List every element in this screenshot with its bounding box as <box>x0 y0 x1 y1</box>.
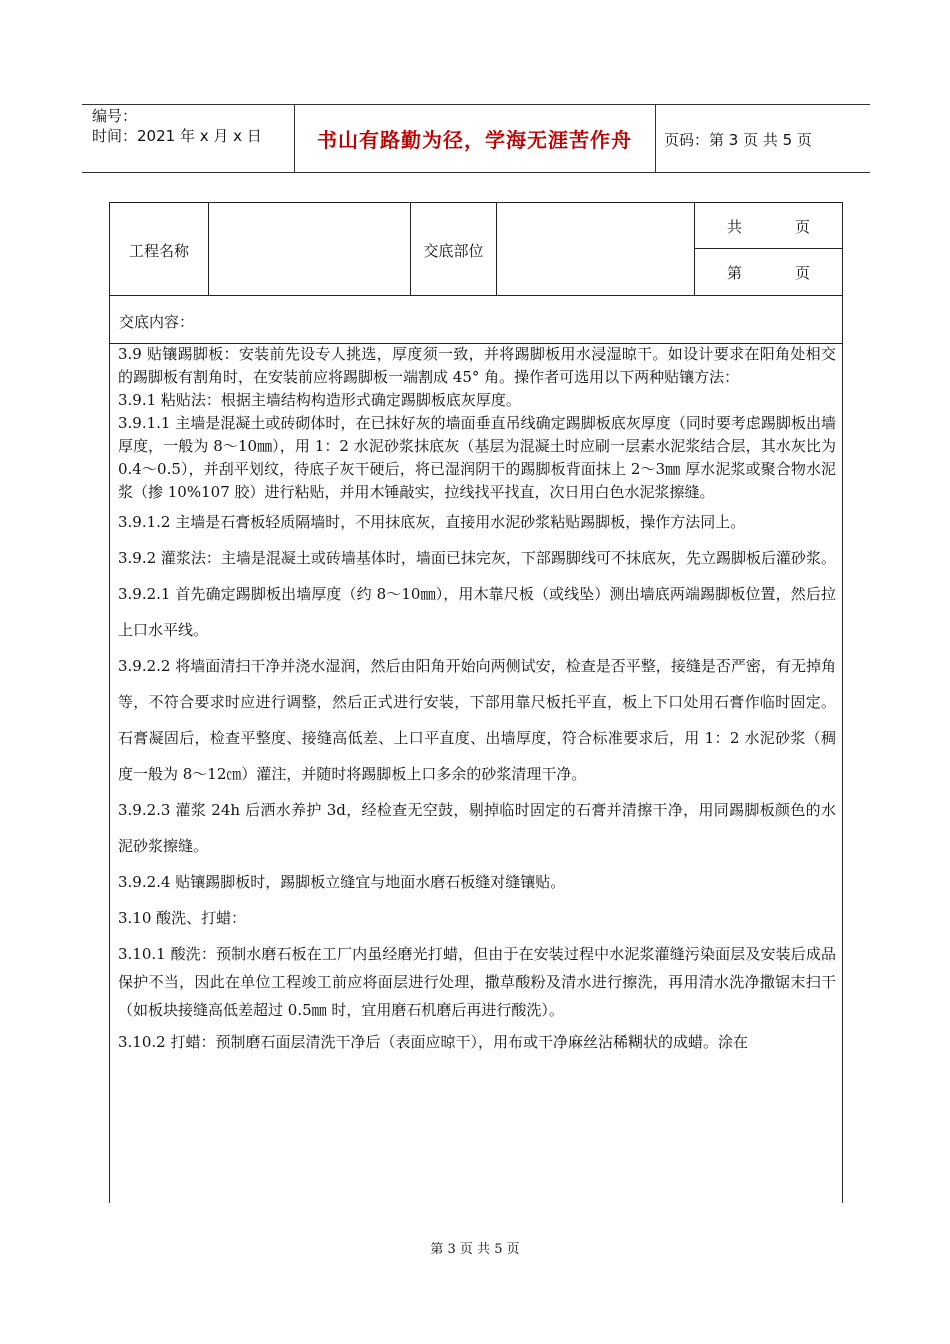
header-top-rule <box>82 104 870 105</box>
document-time: 时间：2021 年 x 月 x 日 <box>92 127 262 145</box>
page-count-cell <box>695 203 842 295</box>
paragraph: 3.9.1.2 主墙是石膏板轻质隔墙时，不用抹底灰，直接用水泥砂浆粘贴踢脚板，操作方法同上。 <box>118 513 746 531</box>
location-label: 交底部位 <box>423 242 484 260</box>
project-name-label: 工程名称 <box>128 242 189 260</box>
location-value-cell[interactable] <box>497 203 695 295</box>
paragraph: 3.9.1 粘贴法：根据主墙结构构造形式确定踢脚板底灰厚度。 <box>118 391 521 409</box>
project-name-value-cell[interactable] <box>209 203 411 295</box>
current-page-unit: 页 <box>795 264 811 282</box>
content-title: 交底内容： <box>119 313 195 331</box>
header-bottom-rule <box>82 172 870 173</box>
total-pages-unit: 页 <box>795 218 811 236</box>
current-page-label: 第 <box>727 264 743 282</box>
paragraph: 3.9 贴镶踢脚板：安装前先设专人挑选，厚度须一致，并将踢脚板用水浸湿晾干。如设计要求在阳角处相交的踢脚板有割角时，在安装前应将踢脚板一端割成 45° 角。操作者可选用以下两种贴镶方法： <box>118 345 836 386</box>
disclosure-table <box>109 202 843 1203</box>
header-meta <box>92 106 262 146</box>
paragraph: 3.10.1 酸洗：预制水磨石板在工厂内虽经磨光打蜡，但由于在安装过程中水泥浆灌缝污染面层及安装后成品保护不当，因此在单位工程竣工前应将面层进行处理，撒草酸粉及清水进行擦洗，再用清水洗净撒锯末扫干（如板块接缝高低差超过 0.5㎜ 时，宜用磨石机磨后再进行酸洗）。 <box>118 945 836 1019</box>
total-pages <box>695 203 842 249</box>
paragraph: 3.9.2.3 灌浆 24h 后洒水养护 3d，经检查无空鼓，剔掉临时固定的石膏并清擦干净，用同踢脚板颜色的水泥砂浆擦缝。 <box>118 801 836 855</box>
paragraph: 3.9.2.1 首先确定踢脚板出墙厚度（约 8～10㎜），用木靠尺板（或线坠）测出墙底两端踢脚板位置，然后拉上口水平线。 <box>118 585 836 639</box>
project-name-label-cell <box>110 203 209 295</box>
total-pages-label: 共 <box>727 218 743 236</box>
header-divider-right <box>655 104 656 172</box>
paragraph: 3.9.1.1 主墙是混凝土或砖砌体时，在已抹好灰的墙面垂直吊线确定踢脚板底灰厚度（同时要考虑踢脚板出墙厚度，一般为 8～10㎜），用 1：2 水泥砂浆抹底灰（基层为混凝土时应刷一层素水泥浆结合层，其水灰比为 0.4～0.5），并刮平划纹，待底子灰干硬后，将已湿润阴干的踢脚板背面抹上 2～3㎜ 厚水泥浆或聚合物水泥浆（掺 10%107 胶）进行粘贴，并用木锤敲实，拉线找平找直，次日用白色水泥浆擦缝。 <box>118 414 836 501</box>
paragraph: 3.9.2.2 将墙面清扫干净并浇水湿润，然后由阳角开始向两侧试安，检查是否平整，接缝是否严密，有无掉角等，不符合要求时应进行调整，然后正式进行安装，下部用靠尺板托平直，板上下口处用石膏作临时固定。石膏凝固后，检查平整度、接缝高低差、上口平直度、出墙厚度，符合标准要求后，用 1：2 水泥砂浆（稠度一般为 8～12㎝）灌注，并随时将踢脚板上口多余的砂浆清理干净。 <box>118 657 836 783</box>
header-page-code: 页码：第 3 页 共 5 页 <box>664 131 812 149</box>
paragraph: 3.10.2 打蜡：预制磨石面层清洗干净后（表面应晾干），用布或干净麻丝沾稀糊状的成蜡。涂在 <box>118 1033 748 1051</box>
header-motto: 书山有路勤为径，学海无涯苦作舟 <box>317 128 632 152</box>
paragraph: 3.10 酸洗、打蜡： <box>118 909 247 927</box>
page-footer: 第 3 页 共 5 页 <box>430 1242 520 1257</box>
content-body <box>118 343 836 1060</box>
paragraph: 3.9.2.4 贴镶踢脚板时，踢脚板立缝宜与地面水磨石板缝对缝镶贴。 <box>118 873 566 891</box>
current-page <box>695 249 842 295</box>
location-label-cell <box>411 203 497 295</box>
document-number: 编号： <box>92 107 138 125</box>
paragraph: 3.9.2 灌浆法：主墙是混凝土或砖墙基体时，墙面已抹完灰，下部踢脚线可不抹底灰，先立踢脚板后灌砂浆。 <box>118 549 836 567</box>
info-row <box>110 203 842 296</box>
